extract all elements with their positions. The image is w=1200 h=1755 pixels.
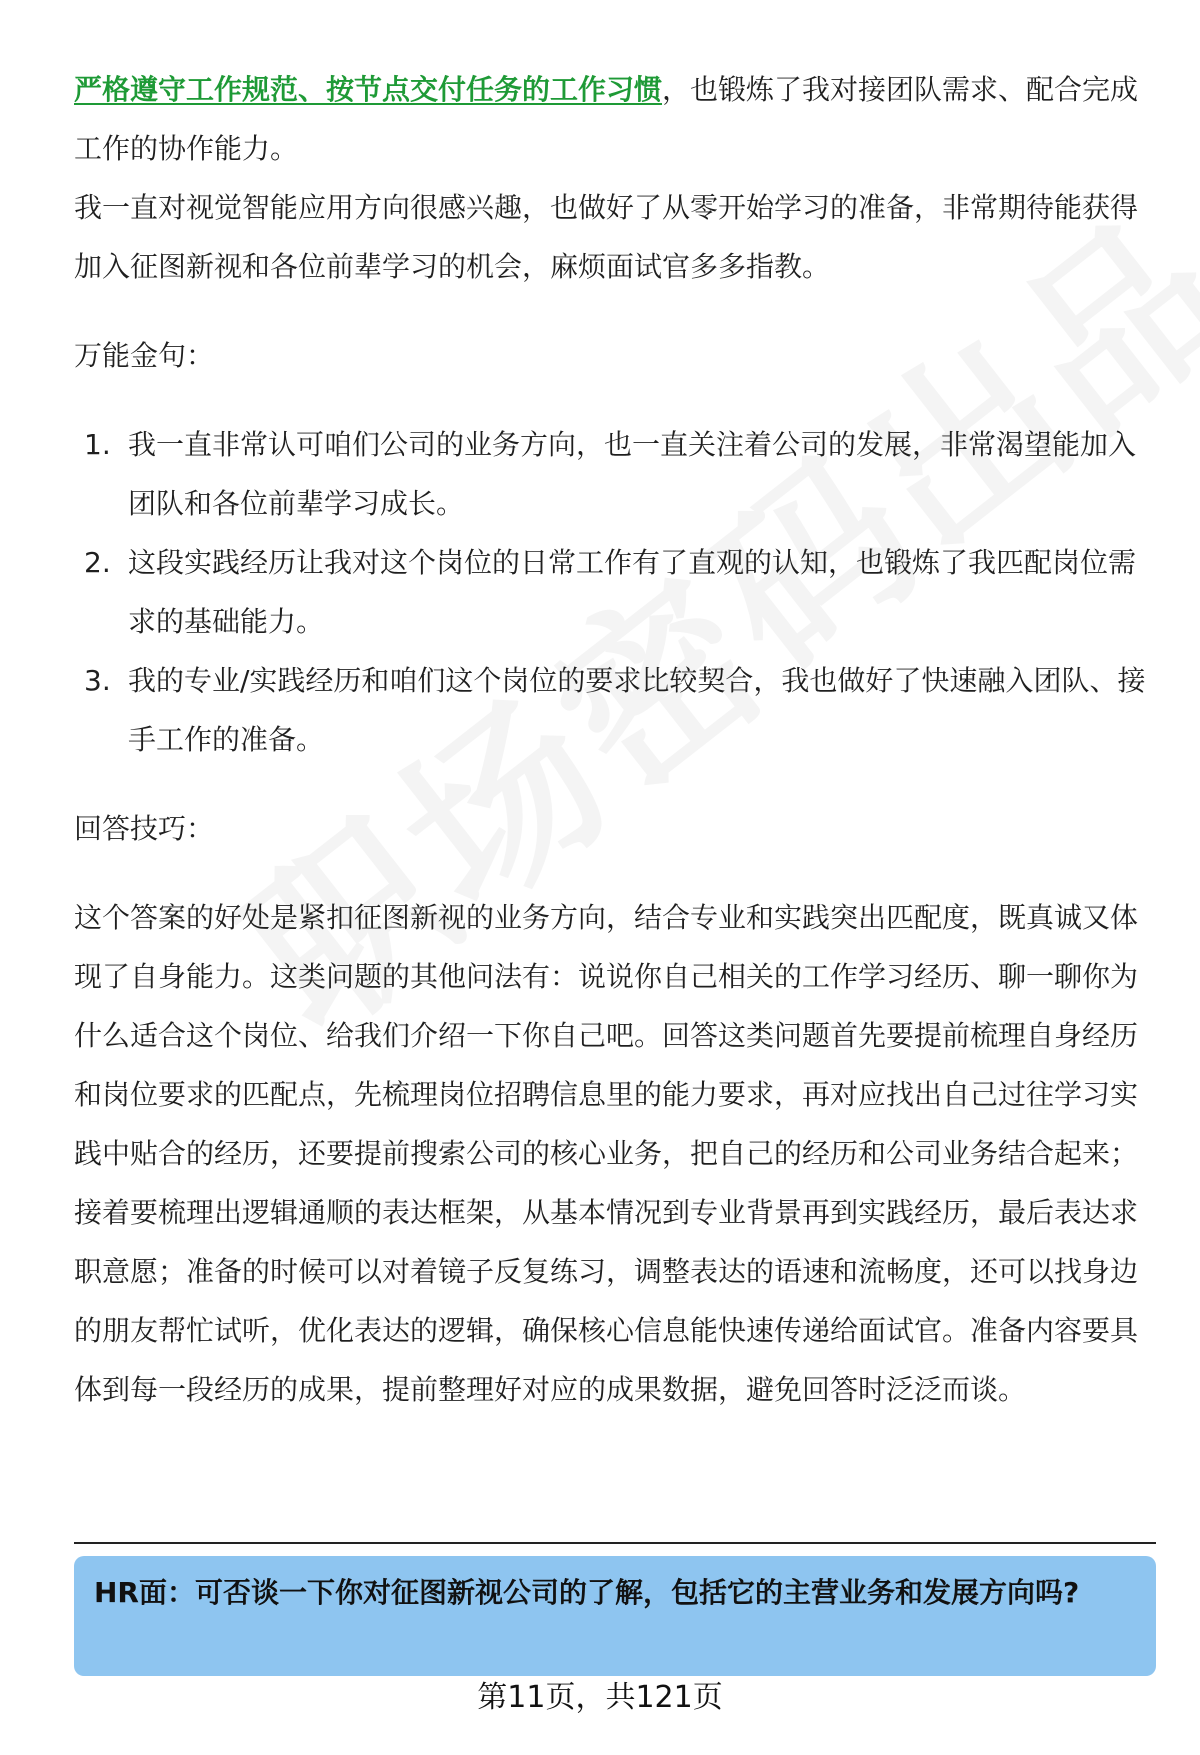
- hr-question-box: [74, 1556, 1156, 1676]
- tips-label: 回答技巧：: [74, 812, 215, 845]
- list-number: 3.: [84, 664, 111, 697]
- intro-rest: ，也锻炼了我对接团队需求、配合完成工作的协作能力。: [74, 73, 1139, 165]
- intro-paragraph: [74, 60, 1154, 178]
- list-text: 我的专业/实践经历和咱们这个岗位的要求比较契合，我也做好了快速融入团队、接手工作的准备。: [128, 664, 1146, 756]
- list-item: [74, 651, 1154, 769]
- section-divider: [74, 1542, 1156, 1544]
- list-text: 我一直非常认可咱们公司的业务方向，也一直关注着公司的发展，非常渴望能加入团队和各位前辈学习成长。: [128, 428, 1137, 520]
- golden-phrases-list: [74, 415, 1154, 769]
- hr-question-text: HR面：可否谈一下你对征图新视公司的了解，包括它的主营业务和发展方向吗?: [94, 1576, 1080, 1609]
- page-footer: 第11页，共121页: [477, 1680, 723, 1715]
- list-item: [74, 415, 1154, 533]
- tips-body: 这个答案的好处是紧扣征图新视的业务方向，结合专业和实践突出匹配度，既真诚又体现了自身能力。这类问题的其他问法有：说说你自己相关的工作学习经历、聊一聊你为什么适合这个岗位、给我们介绍一下你自己吧。回答这类问题首先要提前梳理自身经历和岗位要求的匹配点，先梳理岗位招聘信息里的能力要求，再对应找出自己过往学习实践中贴合的经历，还要提前搜索公司的核心业务，把自己的经历和公司业务结合起来；接着要梳理出逻辑通顺的表达框架，从基本情况到专业背景再到实践经历，最后表达求职意愿；准备的时候可以对着镜子反复练习，调整表达的语速和流畅度，还可以找身边的朋友帮忙试听，优化表达的逻辑，确保核心信息能快速传递给面试官。准备内容要具体到每一段经历的成果，提前整理好对应的成果数据，避免回答时泛泛而谈。: [74, 901, 1139, 1406]
- document-body: [74, 60, 1154, 1419]
- list-text: 这段实践经历让我对这个岗位的日常工作有了直观的认知，也锻炼了我匹配岗位需求的基础能力。: [128, 546, 1137, 638]
- list-item: [74, 533, 1154, 651]
- intro-paragraph-2: 我一直对视觉智能应用方向很感兴趣，也做好了从零开始学习的准备，非常期待能获得加入征图新视和各位前辈学习的机会，麻烦面试官多多指教。: [74, 191, 1139, 283]
- list-number: 1.: [84, 428, 111, 461]
- golden-phrases-label: 万能金句：: [74, 339, 215, 372]
- highlighted-phrase: 严格遵守工作规范、按节点交付任务的工作习惯: [74, 73, 663, 106]
- list-number: 2.: [84, 546, 111, 579]
